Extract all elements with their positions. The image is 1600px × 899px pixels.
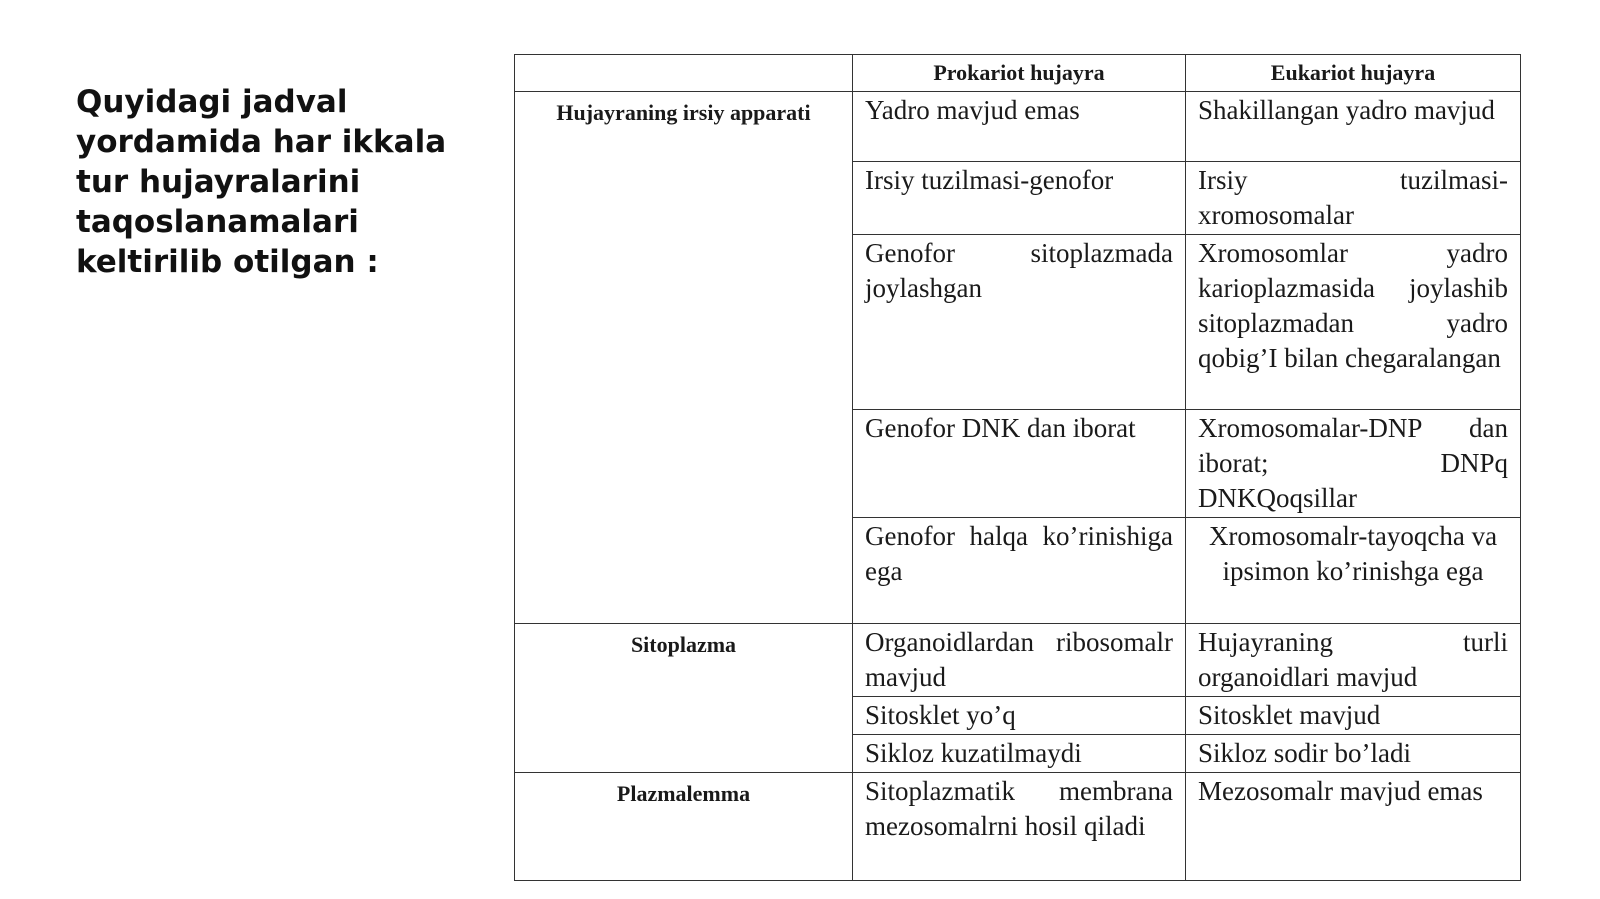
cell-prokariot: Organoidlardan ribosomalr mavjud [853, 624, 1186, 697]
cell-eukariot: Hujayraning turli organoidlari mavjud [1186, 624, 1521, 697]
table-row [515, 624, 1521, 697]
group-label-plazmalemma: Plazmalemma [515, 773, 853, 881]
table-row [515, 92, 1521, 162]
header-eukariot: Eukariot hujayra [1186, 55, 1521, 92]
header-empty [515, 55, 853, 92]
cell-prokariot: Sikloz kuzatilmaydi [853, 735, 1186, 773]
intro-text: Quyidagi jadval yordamida har ikkala tur hujayralarini taqoslanamalari keltirilib otilgan : [76, 84, 447, 280]
cell-prokariot: Irsiy tuzilmasi-genofor [853, 162, 1186, 235]
cell-eukariot: Xromosomalr-tayoqcha va ipsimon ko’rinishga ega [1186, 518, 1521, 624]
cell-eukariot: Xromosomlar yadro karioplazmasida joylashib sitoplazmadan yadro qobig’I bilan chegaralangan [1186, 235, 1521, 410]
cell-prokariot: Yadro mavjud emas [853, 92, 1186, 162]
cell-prokariot: Genofor halqa ko’rinishiga ega [853, 518, 1186, 624]
cell-eukariot: Sitosklet mavjud [1186, 697, 1521, 735]
cell-eukariot: Irsiy tuzilmasi-xromosomalar [1186, 162, 1521, 235]
cell-eukariot: Mezosomalr mavjud emas [1186, 773, 1521, 881]
cell-eukariot: Sikloz sodir bo’ladi [1186, 735, 1521, 773]
table-row [515, 773, 1521, 881]
group-label-irsiy-apparat: Hujayraning irsiy apparati [515, 92, 853, 624]
table-header-row [515, 55, 1521, 92]
cell-prokariot: Genofor sitoplazmada joylashgan [853, 235, 1186, 410]
comparison-table [514, 54, 1521, 881]
cell-eukariot: Shakillangan yadro mavjud [1186, 92, 1521, 162]
cell-prokariot: Sitoplazmatik membrana mezosomalrni hosil qiladi [853, 773, 1186, 881]
cell-eukariot: Xromosomalar-DNP dan iborat; DNPq DNKQoqsillar [1186, 410, 1521, 518]
group-label-sitoplazma: Sitoplazma [515, 624, 853, 773]
cell-prokariot: Sitosklet yo’q [853, 697, 1186, 735]
header-prokariot: Prokariot hujayra [853, 55, 1186, 92]
cell-prokariot: Genofor DNK dan iborat [853, 410, 1186, 518]
